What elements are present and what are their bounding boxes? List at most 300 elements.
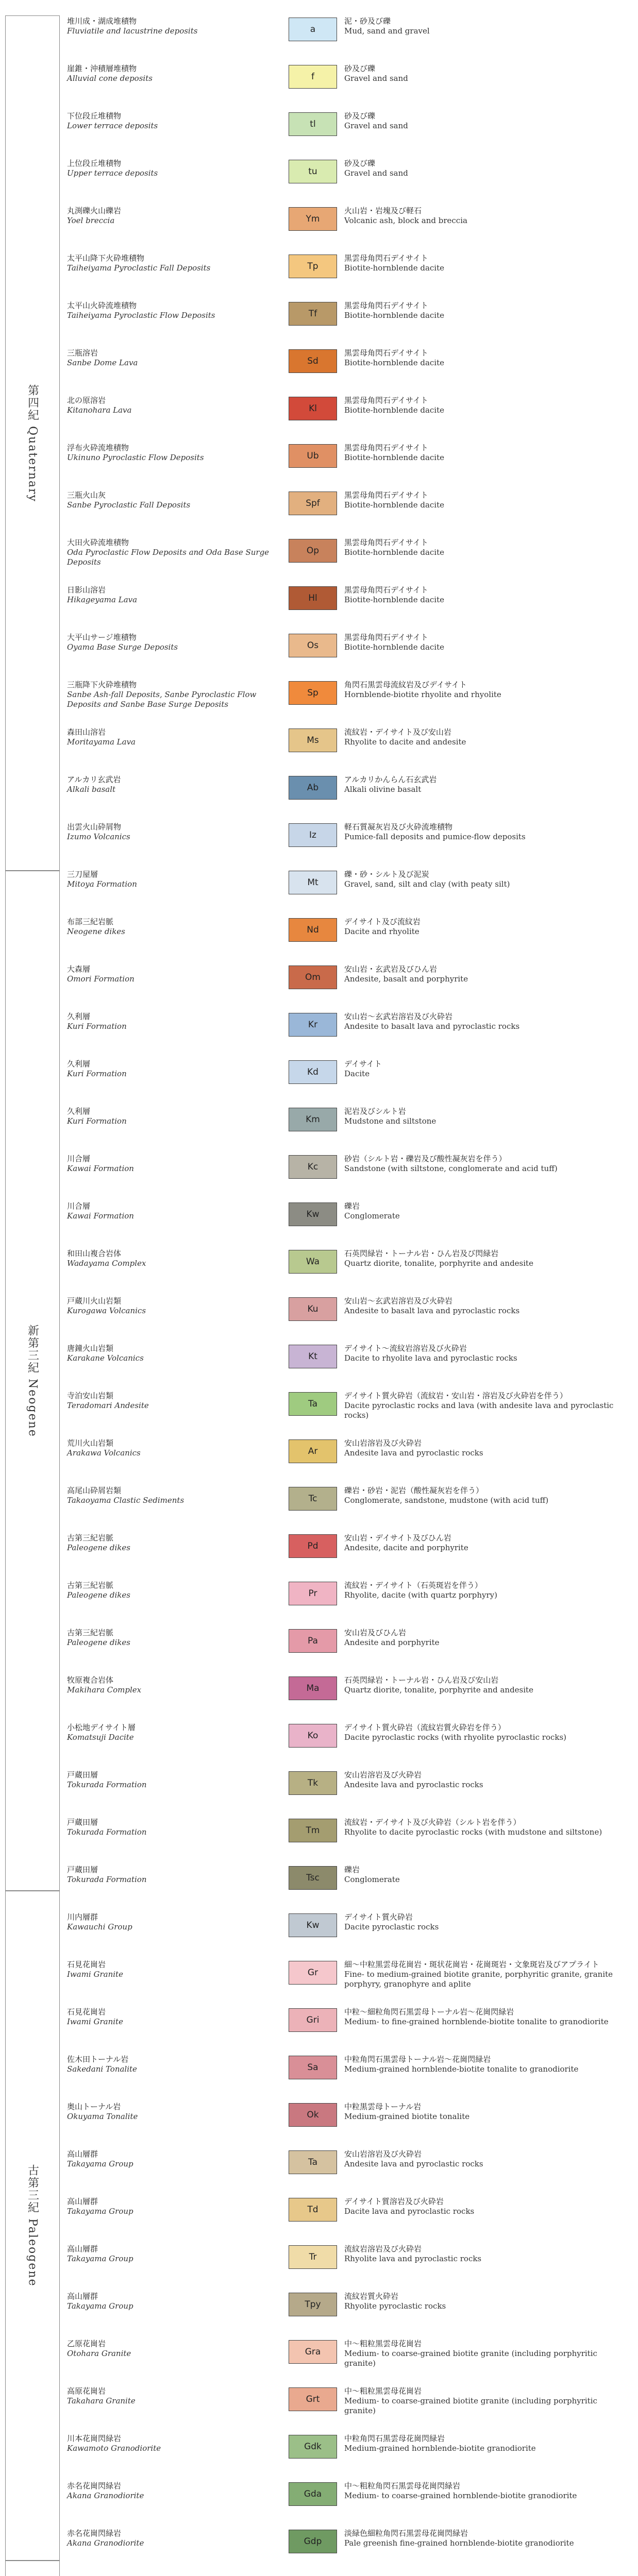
unit-name <box>67 490 281 510</box>
unit-description <box>344 822 625 842</box>
legend-unit-row <box>62 1011 629 1040</box>
era-box <box>5 15 60 871</box>
unit-color-swatch: Ok <box>289 2103 337 2127</box>
unit-color-swatch: tl <box>289 112 337 136</box>
unit-color-swatch: Om <box>289 965 337 989</box>
unit-color-swatch: Gdp <box>289 2530 337 2553</box>
unit-name-en: Komatsuji Dacite <box>67 1733 134 1742</box>
unit-description-en: Biotite-hornblende dacite <box>344 453 445 462</box>
unit-color-swatch: Kw <box>289 1202 337 1226</box>
unit-name-jp: 北の原溶岩 <box>67 396 106 405</box>
unit-description-en: Rhyolite to dacite pyroclastic rocks (with mudstone and siltstone) <box>344 1827 602 1837</box>
unit-color-swatch: Gri <box>289 2008 337 2032</box>
unit-name <box>67 2434 281 2453</box>
unit-name <box>67 64 281 83</box>
unit-name-jp: 上位段丘堆積物 <box>67 159 122 168</box>
unit-description-en: Quartz diorite, tonalite, porphyrite and andesite <box>344 1685 533 1694</box>
unit-description-jp: デイサイト質火砕岩（流紋岩質火砕岩を伴う） <box>344 1723 506 1732</box>
legend-unit-row <box>62 2148 629 2177</box>
unit-description <box>344 1818 625 1837</box>
legend-unit-row <box>62 1248 629 1277</box>
unit-name <box>67 1154 281 1174</box>
unit-description <box>344 2292 625 2311</box>
unit-name-en: Kawauchi Group <box>67 1922 132 1931</box>
era-box <box>5 2561 60 2576</box>
unit-description-jp: 黒雲母角閃石デイサイト <box>344 348 428 358</box>
unit-description-en: Quartz diorite, tonalite, porphyrite and andesite <box>344 1259 533 1268</box>
unit-name-en: Paleogene dikes <box>67 1638 130 1647</box>
unit-name-jp: 荒川火山岩類 <box>67 1438 114 1448</box>
unit-description-en: Dacite pyroclastic rocks and lava (with andesite lava and pyroclastic rocks) <box>344 1401 614 1420</box>
unit-name <box>67 1675 281 1695</box>
legend-unit-row <box>62 869 629 897</box>
unit-name <box>67 1628 281 1648</box>
unit-description-en: Medium-grained biotite tonalite <box>344 2112 470 2121</box>
unit-color-swatch: Ub <box>289 444 337 468</box>
legend-unit-row <box>62 2338 629 2367</box>
unit-color-swatch: Ta <box>289 1392 337 1416</box>
unit-description <box>344 348 625 368</box>
unit-description-en: Rhyolite pyroclastic rocks <box>344 2301 446 2311</box>
unit-name <box>67 1296 281 1316</box>
unit-color-swatch: Pd <box>289 1534 337 1558</box>
unit-description-en: Andesite lava and pyroclastic rocks <box>344 1780 483 1789</box>
unit-description-jp: 礫岩 <box>344 1201 360 1211</box>
unit-name <box>67 1818 281 1837</box>
unit-description-jp: 軽石質凝灰岩及び火砕流堆積物 <box>344 822 453 832</box>
unit-description-en: Dacite <box>344 1069 370 1078</box>
legend-unit-row <box>62 963 629 992</box>
unit-name-en: Taiheiyama Pyroclastic Fall Deposits <box>67 263 211 273</box>
unit-name-en: Takayama Group <box>67 2301 133 2311</box>
legend-unit-row <box>62 2101 629 2130</box>
unit-name-en: Fluviatile and lacustrine deposits <box>67 26 198 36</box>
unit-description-en: Sandstone (with siltstone, conglomerate and acid tuff) <box>344 1164 558 1173</box>
unit-description <box>344 2244 625 2264</box>
legend-unit-row <box>62 1817 629 1845</box>
era-column <box>5 15 62 2576</box>
unit-description <box>344 64 625 83</box>
unit-name <box>67 1960 281 1979</box>
unit-name-en: Mitoya Formation <box>67 879 137 889</box>
unit-description <box>344 1201 625 1221</box>
unit-name-jp: 古第三紀岩脈 <box>67 1581 114 1590</box>
unit-description <box>344 1296 625 1316</box>
unit-description <box>344 633 625 652</box>
unit-name <box>67 633 281 652</box>
legend-unit-row <box>62 2291 629 2319</box>
unit-description <box>344 2386 625 2416</box>
unit-name <box>67 2481 281 2501</box>
unit-color-swatch: Sa <box>289 2056 337 2079</box>
era-label: 新第三紀 Neogene <box>26 1324 39 1437</box>
unit-description-en: Biotite-hornblende dacite <box>344 358 445 367</box>
unit-name-jp: 三刀屋層 <box>67 870 98 879</box>
unit-name-en: Paleogene dikes <box>67 1590 130 1600</box>
unit-description <box>344 1960 625 1989</box>
unit-description <box>344 253 625 273</box>
unit-color-swatch: Sp <box>289 681 337 705</box>
unit-name-en: Sanbe Pyroclastic Fall Deposits <box>67 500 191 510</box>
unit-name <box>67 206 281 226</box>
unit-description-jp: 流紋岩・デイサイト（石英斑岩を伴う） <box>344 1581 482 1590</box>
legend-unit-row <box>62 2385 629 2414</box>
unit-name-jp: 古第三紀岩脈 <box>67 1628 114 1637</box>
unit-name-jp: 崖錐・沖積層堆積物 <box>67 64 137 73</box>
unit-name-en: Teradomari Andesite <box>67 1401 149 1410</box>
unit-description-jp: 流紋岩・デイサイト及び安山岩 <box>344 727 451 737</box>
unit-name-jp: 大森層 <box>67 964 91 974</box>
unit-description-jp: 中粒黒雲母トーナル岩 <box>344 2102 422 2111</box>
unit-color-swatch: Kl <box>289 397 337 420</box>
unit-description <box>344 301 625 320</box>
era-label: 第四紀 Quaternary <box>26 384 39 502</box>
unit-description-jp: デイサイト質溶岩及び火砕岩 <box>344 2197 444 2206</box>
unit-description-en: Andesite, dacite and porphyrite <box>344 1543 468 1552</box>
legend-unit-row <box>62 442 629 471</box>
unit-description <box>344 16 625 36</box>
unit-description <box>344 2007 625 2027</box>
unit-color-swatch: Ar <box>289 1439 337 1463</box>
legend-unit-row <box>62 1722 629 1751</box>
legend-unit-row <box>62 584 629 613</box>
unit-name-en: Karakane Volcanics <box>67 1353 144 1363</box>
unit-name <box>67 1201 281 1221</box>
era-box <box>5 871 60 1891</box>
legend-unit-row <box>62 1911 629 1940</box>
legend-unit-row <box>62 537 629 566</box>
legend-unit-row <box>62 2006 629 2035</box>
unit-color-swatch: Hl <box>289 586 337 610</box>
unit-description-jp: 安山岩・玄武岩及びひん岩 <box>344 964 438 974</box>
unit-name-en: Iwami Granite <box>67 1970 123 1979</box>
unit-description-jp: 角閃石黒雲母流紋岩及びデイサイト <box>344 680 467 689</box>
unit-name <box>67 1344 281 1363</box>
unit-name <box>67 2149 281 2169</box>
unit-description-en: Pale greenish fine-grained hornblende-biotite granodiorite <box>344 2538 574 2548</box>
unit-description <box>344 2149 625 2169</box>
unit-name-jp: 高山層群 <box>67 2197 98 2206</box>
unit-description-en: Gravel and sand <box>344 74 408 83</box>
unit-name-jp: 下位段丘堆積物 <box>67 111 122 121</box>
legend-unit-row <box>62 489 629 518</box>
unit-description-en: Biotite-hornblende dacite <box>344 311 445 320</box>
unit-name <box>67 1438 281 1458</box>
unit-name <box>67 870 281 889</box>
legend-unit-row <box>62 726 629 755</box>
legend-unit-row <box>62 916 629 945</box>
unit-description <box>344 1723 625 1742</box>
unit-color-swatch: Tsc <box>289 1866 337 1890</box>
unit-description <box>344 1344 625 1363</box>
unit-description-jp: 中～粗粒角閃石黒雲母花崗閃緑岩 <box>344 2481 461 2490</box>
unit-description <box>344 443 625 463</box>
unit-description-en: Gravel and sand <box>344 121 408 130</box>
unit-name-en: Sanbe Ash-fall Deposits, Sanbe Pyroclastic Flow Deposits and Sanbe Base Surge Deposits <box>67 690 257 709</box>
unit-name <box>67 2386 281 2406</box>
unit-color-swatch: Tf <box>289 302 337 326</box>
unit-name-jp: 奥山トーナル岩 <box>67 2102 121 2111</box>
unit-name-jp: 戸蔵川火山岩類 <box>67 1296 122 1306</box>
unit-name-en: Hikageyama Lava <box>67 595 138 604</box>
unit-name <box>67 727 281 747</box>
unit-name-jp: 久利層 <box>67 1059 91 1069</box>
unit-description <box>344 1059 625 1079</box>
unit-description-jp: 流紋岩質火砕岩 <box>344 2292 399 2301</box>
unit-description-jp: 黒雲母角閃石デイサイト <box>344 443 428 452</box>
unit-description <box>344 1107 625 1126</box>
unit-description-jp: 石英閃緑岩・トーナル岩・ひん岩及び安山岩 <box>344 1675 499 1685</box>
unit-description-en: Andesite to basalt lava and pyroclastic rocks <box>344 1022 520 1031</box>
unit-description-en: Biotite-hornblende dacite <box>344 548 445 557</box>
unit-description-jp: 砂及び礫 <box>344 159 376 168</box>
unit-description-en: Gravel and sand <box>344 168 408 178</box>
unit-description <box>344 1865 625 1885</box>
unit-color-swatch: Kw <box>289 1913 337 1937</box>
unit-color-swatch: Op <box>289 539 337 563</box>
legend-unit-row <box>62 2054 629 2082</box>
unit-description-jp: 火山岩・岩塊及び軽石 <box>344 206 422 215</box>
unit-description-jp: 黒雲母角閃石デイサイト <box>344 490 428 500</box>
unit-description-en: Andesite to basalt lava and pyroclastic rocks <box>344 1306 520 1315</box>
legend-unit-row <box>62 821 629 850</box>
unit-name <box>67 538 281 567</box>
unit-name <box>67 253 281 273</box>
unit-description-en: Andesite, basalt and porphyrite <box>344 974 468 984</box>
unit-description <box>344 1912 625 1932</box>
unit-description-en: Gravel, sand, silt and clay (with peaty silt) <box>344 879 510 889</box>
unit-color-swatch: Ms <box>289 728 337 752</box>
unit-name-en: Ukinuno Pyroclastic Flow Deposits <box>67 453 204 462</box>
unit-name <box>67 396 281 415</box>
unit-description-jp: 礫岩・砂岩・泥岩（酸性凝灰岩を伴う） <box>344 1486 484 1495</box>
unit-name <box>67 159 281 178</box>
legend-unit-row <box>62 632 629 660</box>
unit-name-jp: 大平山サージ堆積物 <box>67 633 137 642</box>
unit-description-jp: 礫・砂・シルト及び泥炭 <box>344 870 429 879</box>
unit-description <box>344 159 625 178</box>
unit-name-jp: 小松地デイサイト層 <box>67 1723 136 1732</box>
unit-color-swatch: Pa <box>289 1629 337 1653</box>
unit-color-swatch: Mt <box>289 871 337 894</box>
unit-name-en: Arakawa Volcanics <box>67 1448 141 1458</box>
unit-color-swatch: Kt <box>289 1345 337 1368</box>
unit-name-en: Lower terrace deposits <box>67 121 158 130</box>
unit-name-jp: 三瓶溶岩 <box>67 348 98 358</box>
unit-description-en: Hornblende-biotite rhyolite and rhyolite <box>344 690 501 699</box>
unit-name <box>67 1012 281 1031</box>
legend-unit-row <box>62 63 629 92</box>
era-box <box>5 1891 60 2561</box>
legend-unit-row <box>62 1437 629 1466</box>
legend-unit-row <box>62 1959 629 1988</box>
unit-description <box>344 538 625 557</box>
unit-name-en: Tokurada Formation <box>67 1827 147 1837</box>
unit-name-jp: 川合層 <box>67 1201 91 1211</box>
unit-name <box>67 2292 281 2311</box>
unit-color-swatch: Kr <box>289 1013 337 1037</box>
unit-description-jp: 石英閃緑岩・トーナル岩・ひん岩及び閃緑岩 <box>344 1249 499 1258</box>
unit-name-en: Otohara Granite <box>67 2349 131 2358</box>
unit-name-jp: アルカリ玄武岩 <box>67 775 121 784</box>
unit-description-jp: 中～粗粒黒雲母花崗岩 <box>344 2339 422 2348</box>
unit-name <box>67 2529 281 2548</box>
unit-description-en: Medium- to coarse-grained biotite granite (including porphyritic granite) <box>344 2396 597 2415</box>
unit-name <box>67 111 281 131</box>
unit-description-jp: 中粒角閃石黒雲母花崗閃緑岩 <box>344 2434 445 2443</box>
unit-name <box>67 16 281 36</box>
unit-description <box>344 396 625 415</box>
unit-name-en: Alluvial cone deposits <box>67 74 153 83</box>
unit-name-jp: 堆川成・湖成堆積物 <box>67 16 137 26</box>
unit-description <box>344 1675 625 1695</box>
unit-description-jp: 黒雲母角閃石デイサイト <box>344 253 428 263</box>
unit-description-jp: 安山岩溶岩及び火砕岩 <box>344 1770 422 1780</box>
unit-description <box>344 1770 625 1790</box>
unit-description-en: Conglomerate <box>344 1211 400 1221</box>
legend-unit-row <box>62 1864 629 1893</box>
unit-description-en: Mud, sand and gravel <box>344 26 430 36</box>
legend-unit-row <box>62 205 629 234</box>
unit-description-jp: 黒雲母角閃石デイサイト <box>344 301 428 310</box>
legend-unit-row <box>62 1769 629 1798</box>
unit-description-en: Medium-grained hornblende-biotite tonalite to granodiorite <box>344 2064 579 2074</box>
unit-description <box>344 2481 625 2501</box>
unit-description-en: Andesite and porphyrite <box>344 1638 440 1647</box>
unit-name <box>67 2197 281 2216</box>
unit-description <box>344 2529 625 2548</box>
unit-name-jp: 乙原花崗岩 <box>67 2339 106 2348</box>
unit-name <box>67 775 281 794</box>
unit-description-en: Dacite pyroclastic rocks <box>344 1922 439 1931</box>
unit-name <box>67 964 281 984</box>
unit-name-en: Takayama Group <box>67 2207 133 2216</box>
unit-description-en: Medium- to fine-grained hornblende-biotite tonalite to granodiorite <box>344 2017 609 2026</box>
unit-description-en: Conglomerate <box>344 1875 400 1884</box>
unit-description <box>344 727 625 747</box>
legend-unit-row <box>62 1674 629 1703</box>
unit-description-jp: デイサイト～流紋岩溶岩及び火砕岩 <box>344 1344 467 1353</box>
unit-description-jp: 安山岩～玄武岩溶岩及び火砕岩 <box>344 1296 453 1306</box>
unit-name-jp: 佐木田トーナル岩 <box>67 2055 129 2064</box>
legend-unit-row <box>62 1200 629 1229</box>
unit-color-swatch: Tr <box>289 2245 337 2269</box>
unit-name-jp: 石見花崗岩 <box>67 1960 106 1969</box>
legend-unit-row <box>62 2480 629 2509</box>
unit-name-jp: 川内層群 <box>67 1912 98 1922</box>
unit-name-jp: 高山層群 <box>67 2244 98 2253</box>
unit-color-swatch: a <box>289 18 337 41</box>
unit-name <box>67 348 281 368</box>
unit-name-jp: 三瓶降下火砕堆積物 <box>67 680 137 689</box>
unit-color-swatch: Grt <box>289 2387 337 2411</box>
unit-name-jp: 石見花崗岩 <box>67 2007 106 2016</box>
unit-description-jp: 安山岩溶岩及び火砕岩 <box>344 2149 422 2159</box>
unit-description <box>344 1533 625 1553</box>
unit-name-en: Akana Granodiorite <box>67 2538 144 2548</box>
unit-name <box>67 301 281 320</box>
legend-unit-row <box>62 1532 629 1561</box>
unit-name-jp: 太平山火砕流堆積物 <box>67 301 137 310</box>
legend-unit-row <box>62 347 629 376</box>
unit-description <box>344 585 625 605</box>
unit-name-en: Kitanohara Lava <box>67 405 132 415</box>
unit-description-jp: 泥・砂及び礫 <box>344 16 391 26</box>
legend-unit-row <box>62 1106 629 1134</box>
unit-description-jp: 中粒～細粒角閃石黒雲母トーナル岩～花崗閃緑岩 <box>344 2007 514 2016</box>
unit-name <box>67 2244 281 2264</box>
unit-color-swatch: Gr <box>289 1961 337 1985</box>
unit-description-jp: 中粒角閃石黒雲母トーナル岩～花崗閃緑岩 <box>344 2055 491 2064</box>
unit-name-jp: 森田山溶岩 <box>67 727 106 737</box>
unit-color-swatch: Gra <box>289 2340 337 2364</box>
unit-name-jp: 古第三紀岩脈 <box>67 1533 114 1543</box>
unit-name-jp: 川本花崗閃緑岩 <box>67 2434 122 2443</box>
unit-color-swatch: Kc <box>289 1155 337 1179</box>
unit-color-swatch: Td <box>289 2198 337 2222</box>
unit-name-jp: 唐鐘火山岩類 <box>67 1344 114 1353</box>
unit-description-jp: 泥岩及びシルト岩 <box>344 1107 406 1116</box>
unit-description-en: Biotite-hornblende dacite <box>344 405 445 415</box>
legend-unit-row <box>62 395 629 423</box>
legend-unit-row <box>62 1343 629 1371</box>
unit-name <box>67 443 281 463</box>
unit-name-jp: 川合層 <box>67 1154 91 1163</box>
unit-name-en: Tokurada Formation <box>67 1875 147 1884</box>
unit-name <box>67 585 281 605</box>
unit-color-swatch: Ta <box>289 2150 337 2174</box>
unit-name-en: Yoel breccia <box>67 216 115 225</box>
legend-unit-row <box>62 300 629 329</box>
legend-unit-row <box>62 2433 629 2462</box>
unit-name-en: Iwami Granite <box>67 2017 123 2026</box>
unit-description-en: Volcanic ash, block and breccia <box>344 216 467 225</box>
unit-name <box>67 2102 281 2122</box>
unit-color-swatch: Ym <box>289 207 337 231</box>
unit-description-en: Rhyolite to dacite and andesite <box>344 737 466 747</box>
unit-name-jp: 布部三紀岩脈 <box>67 917 114 926</box>
unit-color-swatch: Kd <box>289 1060 337 1084</box>
unit-description-jp: 黒雲母角閃石デイサイト <box>344 538 428 547</box>
unit-name-jp: 戸蔵田層 <box>67 1865 98 1874</box>
unit-description-en: Medium- to coarse-grained hornblende-biotite granodiorite <box>344 2491 577 2500</box>
unit-name-en: Kurogawa Volcanics <box>67 1306 146 1315</box>
unit-name-jp: 和田山複合岩体 <box>67 1249 122 1258</box>
unit-description-en: Dacite and rhyolite <box>344 927 419 936</box>
unit-name-en: Kawai Formation <box>67 1164 134 1173</box>
unit-color-swatch: Ab <box>289 776 337 800</box>
unit-description-en: Biotite-hornblende dacite <box>344 642 445 652</box>
legend-unit-row <box>62 1390 629 1419</box>
unit-name-en: Sanbe Dome Lava <box>67 358 138 367</box>
unit-name <box>67 1391 281 1411</box>
unit-description-jp: 砂及び礫 <box>344 64 376 73</box>
unit-name-en: Taiheiyama Pyroclastic Flow Deposits <box>67 311 215 320</box>
unit-name-jp: 赤名花崗閃緑岩 <box>67 2481 122 2490</box>
unit-name-en: Kuri Formation <box>67 1022 127 1031</box>
unit-name-jp: 丸渕礫火山礫岩 <box>67 206 122 215</box>
legend-unit-row <box>62 1580 629 1608</box>
legend-unit-row <box>62 1485 629 1514</box>
unit-description <box>344 206 625 226</box>
era-label: 古第三紀 Paleogene <box>26 2164 39 2287</box>
unit-color-swatch: Pr <box>289 1582 337 1605</box>
unit-color-swatch: Iz <box>289 823 337 847</box>
unit-name-en: Moritayama Lava <box>67 737 136 747</box>
unit-name-en: Izumo Volcanics <box>67 832 130 841</box>
unit-description-jp: 砂及び礫 <box>344 111 376 121</box>
unit-name <box>67 1486 281 1505</box>
